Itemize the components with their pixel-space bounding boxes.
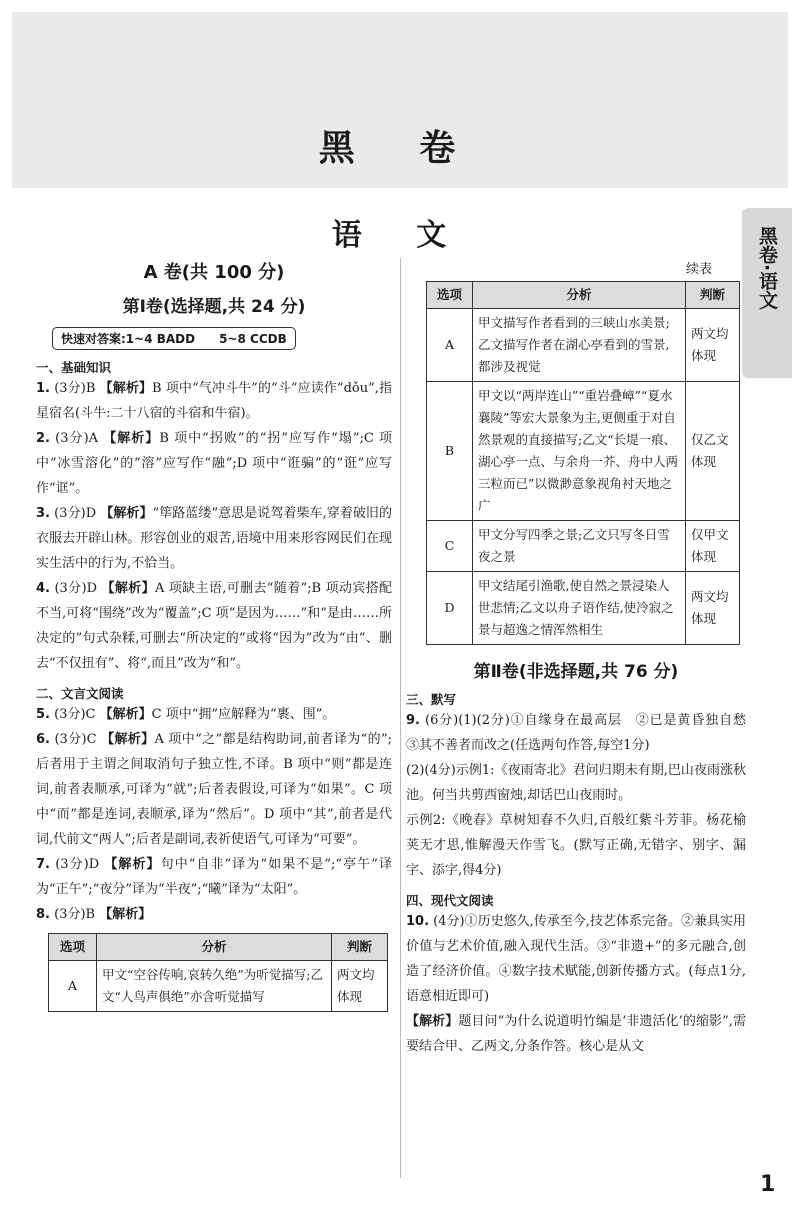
question-text: “筚路蓝缕”意思是说驾着柴车,穿着破旧的衣服去开辟山林。形容创业的艰苦,语境中用来形容网民们在现实生活中的行为,不恰当。 xyxy=(36,506,392,571)
table-header: 判断 xyxy=(686,282,740,309)
volume-subtitle: 第Ⅰ卷(选择题,共 24 分) xyxy=(122,297,306,317)
column-divider xyxy=(400,258,401,1178)
page-number: 1 xyxy=(760,1172,776,1197)
table-cell: 甲文“空谷传响,哀转久绝”为听觉描写;乙文“人鸟声俱绝”亦含听觉描写 xyxy=(97,961,332,1012)
table-header: 分析 xyxy=(473,282,686,309)
question-text: (4分)①历史悠久,传承至今,技艺体系完备。②兼具实用价值与艺术价值,融入现代生活。③“非遗+”的多元融合,创造了经济价值。④数字技术赋能,创新传播方式。(每点1分,语意相近即可) xyxy=(406,914,746,1004)
table-cell: 甲文以“两岸连山”“重岩叠嶂”“夏水襄陵”等宏大景象为主,更侧重于对自然景观的直接描写;乙文“长堤一痕、湖心亭一点、与余舟一芥、舟中人两三粒而已”以微渺意象视角衬天地之广 xyxy=(473,382,686,521)
section-heading: 三、默写 xyxy=(406,692,457,707)
analysis-tag: 【解析】 xyxy=(99,707,152,722)
table-row xyxy=(427,309,740,382)
question-number: 4. xyxy=(36,581,50,596)
table-cell: 甲文结尾引渔歌,使自然之景浸染人世悲情;乙文以舟子语作结,使冷寂之景与超逸之情浑然相生 xyxy=(473,572,686,645)
subject-title: 语 文 xyxy=(331,218,469,253)
table-cell: 两文均体现 xyxy=(686,572,740,645)
analysis-table-continued xyxy=(426,281,740,645)
analysis-tag: 【解析】 xyxy=(101,732,155,747)
table-header: 选项 xyxy=(49,934,97,961)
question-text: B 项中“气冲斗牛”的“斗”应读作“dǒu”,指星宿名(斗牛:二十八宿的斗宿和牛宿)。 xyxy=(36,381,392,421)
question-7 xyxy=(36,852,392,902)
table-cell: A xyxy=(427,309,473,382)
question-score: (3分)C xyxy=(54,732,97,747)
question-score: (3分)C xyxy=(54,707,96,722)
question-text: 句中“自非”译为“如果不是”;“亭午”译为“正午”;“夜分”译为“半夜”;“曦”译为“太阳”。 xyxy=(36,857,392,897)
question-score: (3分)D xyxy=(54,506,97,521)
header-banner xyxy=(12,12,788,188)
right-column xyxy=(406,258,760,1059)
question-score: (3分)B xyxy=(54,381,96,396)
table-cell: A xyxy=(49,961,97,1012)
question-number: 3. xyxy=(36,506,50,521)
table-row xyxy=(427,382,740,521)
question-number: 10. xyxy=(406,914,430,929)
continued-label: 续表 xyxy=(685,262,712,277)
analysis-tag: 【解析】 xyxy=(101,581,155,596)
question-score: (3分)D xyxy=(55,857,100,872)
table-header: 选项 xyxy=(427,282,473,309)
volume-title: A 卷(共 100 分) xyxy=(143,262,285,283)
table-cell: 甲文分写四季之景;乙文只写冬日雪夜之景 xyxy=(473,521,686,572)
table-header: 判断 xyxy=(332,934,388,961)
section-heading: 二、文言文阅读 xyxy=(36,686,124,701)
question-2 xyxy=(36,426,392,501)
section-heading: 一、基础知识 xyxy=(36,360,112,375)
question-text: A 项缺主语,可删去“随着”;B 项动宾搭配不当,可将“围绕”改为“覆盖”;C 项“是因为……”和“是由……所决定的”句式杂糅,可删去“所决定的”或将“因为”改为“由”、删去“不仅扭有”、将“,而且”改为“和”。 xyxy=(36,581,392,671)
table-cell: C xyxy=(427,521,473,572)
analysis-tag: 【解析】 xyxy=(104,857,161,872)
side-tab-label: 黑卷·语文 xyxy=(756,226,778,310)
question-score: (3分)B xyxy=(54,907,96,922)
question-text: (6分)(1)(2分)①自缘身在最高层 ②已是黄昏独自愁 ③其不善者而改之(任选两句作答,每空1分) xyxy=(406,713,760,753)
question-number: 5. xyxy=(36,707,50,722)
table-header-row xyxy=(49,934,388,961)
quick-answer-box: 快速对答案:1~4 BADD 5~8 CCDB xyxy=(52,327,296,350)
analysis-tag: 【解析】 xyxy=(103,431,160,446)
table-cell: 两文均体现 xyxy=(332,961,388,1012)
question-score: (3分)A xyxy=(55,431,99,446)
question-score: (3分)D xyxy=(54,581,98,596)
analysis-tag: 【解析】 xyxy=(99,381,153,396)
analysis-tag: 【解析】 xyxy=(100,506,153,521)
table-row xyxy=(49,961,388,1012)
question-text: B 项中“拐败”的“拐”应写作“塌”;C 项中“冰雪溶化”的“溶”应写作“融”;D 项中“诳骗”的“诳”应写作“诓”。 xyxy=(36,431,392,496)
table-cell: B xyxy=(427,382,473,521)
question-text: C 项中“拥”应解释为“裹、围”。 xyxy=(151,707,336,722)
table-header: 分析 xyxy=(97,934,332,961)
table-row xyxy=(427,521,740,572)
question-1 xyxy=(36,376,392,426)
volume-2-title: 第Ⅱ卷(非选择题,共 76 分) xyxy=(473,662,679,682)
question-number: 7. xyxy=(36,857,50,872)
question-8 xyxy=(36,902,392,927)
analysis-tag: 【解析】 xyxy=(406,1014,459,1029)
left-column xyxy=(36,258,392,1012)
question-number: 6. xyxy=(36,732,50,747)
question-text: A 项中“之”都是结构助词,前者译为“的”;后者用于主谓之间取消句子独立性,不译。B 项中“则”都是连词,前者表顺承,可译为“就”;后者表假设,可译为“如果”。C 项中“而”都是连词,表顺承,译为“然后”。D 项中“其”,前者是代词,代前文“两人”;后者是副词,表祈使语气,可译为“可要”。 xyxy=(36,732,392,847)
table-cell: 甲文描写作者看到的三峡山水美景;乙文描写作者在湖心亭看到的雪景,都涉及视觉 xyxy=(473,309,686,382)
question-number: 1. xyxy=(36,381,50,396)
question-3 xyxy=(36,501,392,576)
question-6 xyxy=(36,727,392,852)
question-number: 8. xyxy=(36,907,50,922)
question-9 xyxy=(406,708,760,758)
section-heading: 四、现代文阅读 xyxy=(406,893,494,908)
analysis-tag: 【解析】 xyxy=(99,907,152,922)
banner-title: 黑 卷 xyxy=(318,128,482,169)
question-number: 2. xyxy=(36,431,50,446)
question-9-example-2: 示例2:《晚春》草树知春不久归,百般红紫斗芳菲。杨花榆荚无才思,惟解漫天作雪飞。(默写正确,无错字、别字、漏字、添字,得4分) xyxy=(406,813,746,878)
question-10-analysis xyxy=(406,1009,746,1059)
question-9-part-2: (2)(4分)示例1:《夜雨寄北》君问归期未有期,巴山夜雨涨秋池。何当共剪西窗烛,却话巴山夜雨时。 xyxy=(406,763,746,803)
table-header-row xyxy=(427,282,740,309)
question-4 xyxy=(36,576,392,676)
question-10 xyxy=(406,909,746,1009)
question-text: 题目问“为什么说道明竹编是‘非遗活化’的缩影”,需要结合甲、乙两文,分条作答。核心是从文 xyxy=(406,1014,746,1054)
table-cell: D xyxy=(427,572,473,645)
analysis-table xyxy=(48,933,388,1012)
question-number: 9. xyxy=(406,713,420,728)
table-cell: 两文均体现 xyxy=(686,309,740,382)
table-cell: 仅甲文体现 xyxy=(686,521,740,572)
table-cell: 仅乙文体现 xyxy=(686,382,740,521)
table-row xyxy=(427,572,740,645)
question-5 xyxy=(36,702,392,727)
